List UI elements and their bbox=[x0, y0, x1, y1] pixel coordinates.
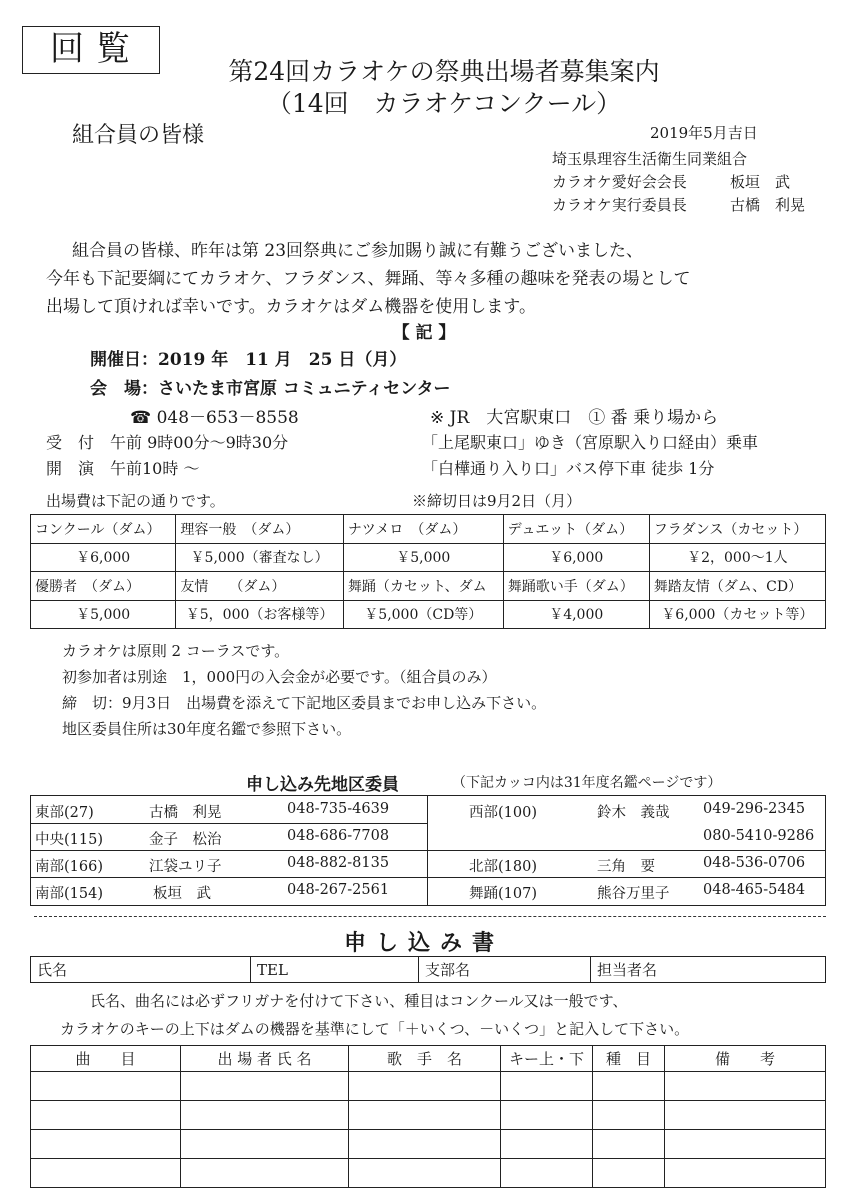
key-cell[interactable] bbox=[501, 1072, 593, 1101]
table-row bbox=[31, 1130, 826, 1159]
table-row bbox=[31, 1072, 826, 1101]
committee-district: 南部(154) bbox=[35, 886, 103, 902]
fee-cell: ￥4,000 bbox=[503, 600, 649, 629]
committee-district: 舞踊(107) bbox=[469, 886, 537, 902]
field-branch-label: 支部名 bbox=[419, 957, 591, 983]
committee-district: 北部(180) bbox=[469, 859, 537, 875]
instruction-line-2: カラオケのキーの上下はダムの機器を基準にして「＋いくつ、－いくつ」と記入して下さい。 bbox=[60, 1020, 690, 1038]
column-header: 曲 目 bbox=[31, 1046, 181, 1072]
sender-1 bbox=[552, 171, 791, 192]
committee-district: 東部(27) bbox=[35, 805, 94, 821]
key-cell[interactable] bbox=[501, 1101, 593, 1130]
song-entry-table bbox=[30, 1045, 826, 1188]
column-header: 備 考 bbox=[665, 1046, 826, 1072]
ki-heading: 【 記 】 bbox=[392, 323, 456, 343]
fee-cell: 舞踊歌い手（ダム） bbox=[503, 572, 649, 601]
fee-cell: ￥5,000（CD等） bbox=[343, 600, 503, 629]
singer-cell[interactable] bbox=[349, 1159, 501, 1188]
fee-cell: コンクール（ダム） bbox=[31, 515, 176, 544]
organization: 埼玉県理容生活衛生同業組合 bbox=[552, 150, 748, 168]
fee-price-row bbox=[31, 600, 826, 629]
committee-name: 三角 要 bbox=[597, 859, 655, 875]
sender-1-name: 板垣 武 bbox=[730, 173, 791, 191]
committee-subtitle: （下記カッコ内は31年度名鑑ページです） bbox=[452, 775, 722, 791]
field-tel-label: TEL bbox=[251, 957, 419, 983]
committee-tel: 048-882-8135 bbox=[287, 855, 390, 871]
reception-time: 受 付 午前 9時00分～9時30分 bbox=[46, 433, 289, 452]
fee-cell: 理容一般 （ダム） bbox=[176, 515, 344, 544]
circulation-stamp: 回覧 bbox=[22, 26, 160, 74]
intro-line-2: 今年も下記要綱にてカラオケ、フラダンス、舞踊、等々多種の趣味を発表の場として bbox=[46, 269, 691, 289]
sender-1-role: カラオケ愛好会会長 bbox=[552, 173, 687, 191]
song-table-header bbox=[31, 1046, 826, 1072]
start-time: 開 演 午前10時 ～ bbox=[46, 459, 200, 478]
committee-tel-2: 080-5410-9286 bbox=[703, 828, 815, 844]
fee-cell: ￥5，000（お客様等） bbox=[176, 600, 344, 629]
instruction-line-1: 氏名、曲名には必ずフリガナを付けて下さい、種目はコンクール又は一般です、 bbox=[90, 992, 628, 1010]
fee-cell: 舞踊（カセット、ダム bbox=[343, 572, 503, 601]
column-header: 種 目 bbox=[593, 1046, 665, 1072]
fee-note: 出場費は下記の通りです。 bbox=[46, 492, 225, 510]
field-staff-label: 担当者名 bbox=[591, 957, 826, 983]
venue: 会 場：さいたま市宮原 コミュニティセンター bbox=[90, 379, 451, 399]
committee-district: 西部(100) bbox=[469, 805, 537, 821]
page-subtitle: （14回 カラオケコンクール） bbox=[266, 89, 622, 118]
committee-name: 板垣 武 bbox=[153, 886, 211, 902]
fee-cell: 優勝者 （ダム） bbox=[31, 572, 176, 601]
committee-title: 申し込み先地区委員 bbox=[246, 775, 399, 795]
note-entry-fee: 初参加者は別途 1，000円の入会金が必要です。（組合員のみ） bbox=[62, 668, 497, 686]
remarks-cell[interactable] bbox=[665, 1101, 826, 1130]
fee-cell: デュエット（ダム） bbox=[503, 515, 649, 544]
sender-2 bbox=[552, 194, 806, 215]
sender-2-role: カラオケ実行委員長 bbox=[552, 196, 687, 214]
committee-tel: 048-465-5484 bbox=[703, 882, 806, 898]
category-cell[interactable] bbox=[593, 1159, 665, 1188]
fee-cell: ナツメロ （ダム） bbox=[343, 515, 503, 544]
column-header: キー上・下 bbox=[501, 1046, 593, 1072]
performer-cell[interactable] bbox=[181, 1072, 349, 1101]
applicant-info-table bbox=[30, 956, 826, 983]
column-header: 歌 手 名 bbox=[349, 1046, 501, 1072]
category-cell[interactable] bbox=[593, 1072, 665, 1101]
performer-cell[interactable] bbox=[181, 1130, 349, 1159]
committee-district: 中央(115) bbox=[35, 832, 103, 848]
deadline-note: ※締切日は9月2日（月） bbox=[412, 492, 582, 510]
fee-cell: ￥5,000 bbox=[31, 600, 176, 629]
key-cell[interactable] bbox=[501, 1130, 593, 1159]
committee-name: 江袋ユリ子 bbox=[149, 859, 222, 875]
committee-name: 金子 松治 bbox=[149, 832, 222, 848]
note-deadline: 締 切：9月3日 出場費を添えて下記地区委員までお申し込み下さい。 bbox=[62, 694, 547, 712]
application-title: 申し込み書 bbox=[343, 930, 504, 956]
remarks-cell[interactable] bbox=[665, 1072, 826, 1101]
singer-cell[interactable] bbox=[349, 1072, 501, 1101]
field-name-label: 氏名 bbox=[31, 957, 251, 983]
note-chorus: カラオケは原則 2 コーラスです。 bbox=[62, 642, 290, 660]
fee-cell: 舞踏友情（ダム、CD） bbox=[649, 572, 825, 601]
committee-tel: 048-536-0706 bbox=[703, 855, 806, 871]
event-date: 開催日：2019 年 11 月 25 日（月） bbox=[90, 350, 407, 370]
venue-phone: ☎ 048－653－8558 bbox=[130, 408, 299, 428]
page-title: 第24回カラオケの祭典出場者募集案内 bbox=[228, 57, 660, 86]
access-line-2: 「上尾駅東口」ゆき（宮原駅入り口経由）乗車 bbox=[422, 433, 759, 452]
fee-cell: ￥5,000（審査なし） bbox=[176, 543, 344, 572]
committee-table bbox=[30, 795, 826, 906]
fee-cell: ￥6,000 bbox=[31, 543, 176, 572]
committee-name: 熊谷万里子 bbox=[597, 886, 670, 902]
committee-tel: 048-735-4639 bbox=[287, 801, 390, 817]
fee-cell: ￥6,000 bbox=[503, 543, 649, 572]
fee-category-row bbox=[31, 515, 826, 544]
song-title-cell[interactable] bbox=[31, 1130, 181, 1159]
sender-2-name: 古橋 利晃 bbox=[730, 196, 806, 214]
table-row bbox=[31, 1101, 826, 1130]
fee-cell: フラダンス（カセット） bbox=[649, 515, 825, 544]
category-cell[interactable] bbox=[593, 1101, 665, 1130]
fee-table bbox=[30, 514, 826, 629]
table-row bbox=[31, 1159, 826, 1188]
song-title-cell[interactable] bbox=[31, 1072, 181, 1101]
fee-cell: 友情 （ダム） bbox=[176, 572, 344, 601]
cut-line bbox=[34, 916, 826, 917]
committee-name: 古橋 利晃 bbox=[149, 805, 222, 821]
performer-cell[interactable] bbox=[181, 1101, 349, 1130]
singer-cell[interactable] bbox=[349, 1130, 501, 1159]
access-line-1: ※ JR 大宮駅東口 ① 番 乗り場から bbox=[430, 408, 719, 428]
column-header: 出 場 者 氏 名 bbox=[181, 1046, 349, 1072]
issue-date: 2019年5月吉日 bbox=[650, 124, 758, 142]
song-title-cell[interactable] bbox=[31, 1101, 181, 1130]
committee-tel: 048-686-7708 bbox=[287, 828, 390, 844]
fee-cell: ￥5,000 bbox=[343, 543, 503, 572]
committee-district: 南部(166) bbox=[35, 859, 103, 875]
committee-name: 鈴木 義哉 bbox=[597, 805, 670, 821]
remarks-cell[interactable] bbox=[665, 1130, 826, 1159]
committee-tel: 048-267-2561 bbox=[287, 882, 390, 898]
note-directory: 地区委員住所は30年度名鑑で参照下さい。 bbox=[62, 720, 352, 738]
singer-cell[interactable] bbox=[349, 1101, 501, 1130]
remarks-cell[interactable] bbox=[665, 1159, 826, 1188]
intro-line-1: 組合員の皆様、昨年は第 23回祭典にご参加賜り誠に有難うございました、 bbox=[72, 241, 644, 261]
performer-cell[interactable] bbox=[181, 1159, 349, 1188]
intro-line-3: 出場して頂ければ幸いです。カラオケはダム機器を使用します。 bbox=[46, 297, 536, 317]
fee-price-row bbox=[31, 543, 826, 572]
fee-cell: ￥2，000～1人 bbox=[649, 543, 825, 572]
addressee: 組合員の皆様 bbox=[72, 123, 205, 148]
category-cell[interactable] bbox=[593, 1130, 665, 1159]
fee-category-row bbox=[31, 572, 826, 601]
fee-cell: ￥6,000（カセット等） bbox=[649, 600, 825, 629]
song-title-cell[interactable] bbox=[31, 1159, 181, 1188]
committee-tel: 049-296-2345 bbox=[703, 801, 806, 817]
access-line-3: 「白樺通り入り口」バス停下車 徒歩 1分 bbox=[422, 459, 715, 478]
key-cell[interactable] bbox=[501, 1159, 593, 1188]
